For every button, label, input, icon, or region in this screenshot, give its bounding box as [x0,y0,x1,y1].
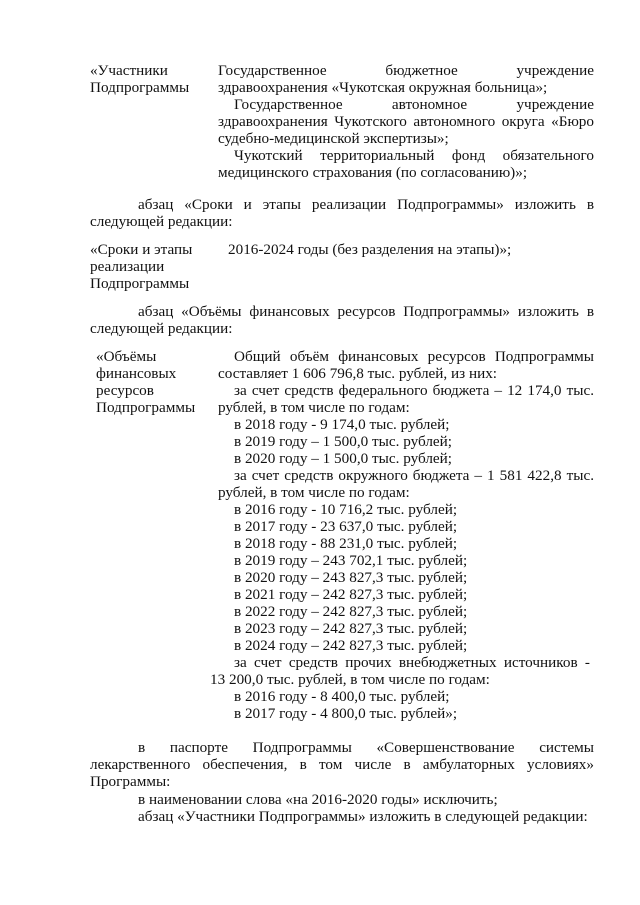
value-line: в 2018 году - 88 231,0 тыс. рублей; [234,535,458,552]
value-line: в 2019 году – 243 702,1 тыс. рублей; [234,552,468,569]
value-line: 2016-2024 годы (без разделения на этапы)»; [228,241,512,258]
participants-row [90,62,594,188]
paragraph-line: лекарственного обеспечения, в том числе в амбулаторных условиях» [90,756,594,773]
label-line: ресурсов [96,382,154,399]
paragraph-line: следующей редакции: [90,213,233,230]
label-line: финансовых [96,365,177,382]
paragraph-terms-intro [90,196,594,230]
participants-value [218,62,594,181]
value-line: в 2022 году – 242 827,3 тыс. рублей; [234,603,468,620]
value-line: за счет средств окружного бюджета – 1 581 422,8 тыс. [234,467,594,484]
paragraph-line: в наименовании слова «на 2016-2020 годы» исключить; [138,791,498,808]
paragraph-line: абзац «Сроки и этапы реализации Подпрограммы» изложить в [138,196,594,213]
label-line: «Объёмы [96,348,157,365]
paragraph-line: абзац «Участники Подпрограммы» изложить в следующей редакции: [138,808,588,825]
value-line: Чукотский территориальный фонд обязательного [234,147,594,164]
funding-label [96,348,226,416]
value-line: в 2018 году - 9 174,0 тыс. рублей; [234,416,450,433]
paragraph-funding-intro [90,303,594,337]
label-line: реализации [90,258,165,275]
label-line: «Участники [90,62,168,79]
paragraph-passport [90,739,594,790]
value-line: в 2016 году - 10 716,2 тыс. рублей; [234,501,458,518]
paragraph-participants-intro [90,808,594,825]
paragraph-line: Программы: [90,773,171,790]
value-line: в 2017 году - 23 637,0 тыс. рублей; [234,518,458,535]
value-line: 13 200,0 тыс. рублей, в том числе по годам: [210,671,490,688]
value-line: в 2023 году – 242 827,3 тыс. рублей; [234,620,468,637]
value-line: медицинского страхования (по согласованию)»; [218,164,528,181]
value-line: составляет 1 606 796,8 тыс. рублей, из них: [218,365,498,382]
terms-value [218,241,594,258]
label-line: Подпрограммы [90,275,190,292]
value-line: в 2019 году – 1 500,0 тыс. рублей; [234,433,452,450]
value-line: Государственное автономное учреждение [234,96,594,113]
value-line: в 2020 году – 1 500,0 тыс. рублей; [234,450,452,467]
value-line: за счет средств прочих внебюджетных источников - [234,654,590,671]
terms-row [90,241,594,295]
value-line: Государственное бюджетное учреждение [218,62,594,79]
value-line: в 2024 году – 242 827,3 тыс. рублей; [234,637,468,654]
value-line: в 2016 году - 8 400,0 тыс. рублей; [234,688,450,705]
value-line: Общий объём финансовых ресурсов Подпрограммы [234,348,594,365]
label-line: «Сроки и этапы [90,241,193,258]
value-line: рублей, в том числе по годам: [218,399,410,416]
value-line: здравоохранения Чукотского автономного округа «Бюро [218,113,594,130]
funding-value [210,348,594,722]
value-line: в 2017 году - 4 800,0 тыс. рублей»; [234,705,458,722]
value-line: рублей, в том числе по годам: [218,484,410,501]
paragraph-line: абзац «Объёмы финансовых ресурсов Подпрограммы» изложить в [138,303,594,320]
paragraph-name-change [90,791,594,808]
funding-row [90,348,594,728]
value-line: за счет средств федерального бюджета – 12 174,0 тыс. [234,382,594,399]
label-line: Подпрограммы [96,399,196,416]
paragraph-line: следующей редакции: [90,320,233,337]
value-line: судебно-медицинской экспертизы»; [218,130,449,147]
label-line: Подпрограммы [90,79,190,96]
terms-label [90,241,220,292]
value-line: здравоохранения «Чукотская окружная больница»; [218,79,548,96]
participants-label [90,62,220,96]
paragraph-line: в паспорте Подпрограммы «Совершенствование системы [138,739,594,756]
value-line: в 2020 году – 243 827,3 тыс. рублей; [234,569,468,586]
value-line: в 2021 году – 242 827,3 тыс. рублей; [234,586,468,603]
